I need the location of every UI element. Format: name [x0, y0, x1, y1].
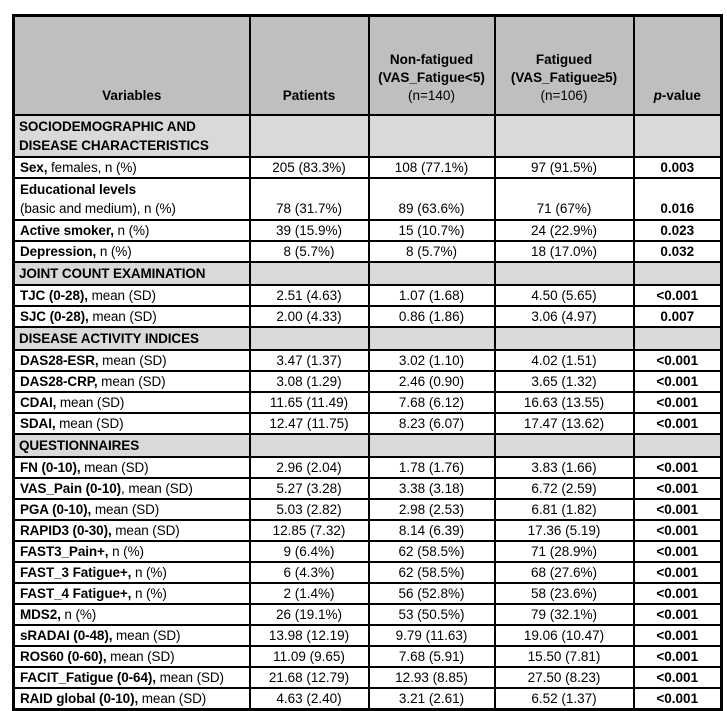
- fatigued-value: 68 (27.6%): [495, 562, 634, 583]
- section-empty-cell: [634, 262, 722, 285]
- fatigued-value: 3.65 (1.32): [495, 371, 634, 392]
- variable-label-rest: n (%): [96, 243, 132, 259]
- variable-label-bold: DAS28-CRP,: [20, 373, 98, 389]
- section-empty-cell: [495, 327, 634, 350]
- fatigued-value: 4.50 (5.65): [495, 285, 634, 306]
- variable-label-bold: PGA (0-10),: [20, 501, 92, 517]
- p-value: <0.001: [634, 392, 722, 413]
- section-empty-cell: [250, 262, 369, 285]
- nonfatigued-value: 62 (58.5%): [369, 541, 495, 562]
- patients-value: 4.63 (2.40): [250, 688, 369, 710]
- fatigued-value: 6.52 (1.37): [495, 688, 634, 710]
- nonfatigued-value: 1.78 (1.76): [369, 457, 495, 478]
- variable-label-rest: mean (SD): [112, 627, 181, 643]
- table-row: [14, 413, 722, 434]
- fatigued-value: 58 (23.6%): [495, 583, 634, 604]
- patients-value: 39 (15.9%): [250, 220, 369, 241]
- variable-label: [14, 241, 250, 262]
- variable-label: [14, 667, 250, 688]
- section-empty-cell: [634, 327, 722, 350]
- patients-value: 5.27 (3.28): [250, 478, 369, 499]
- variable-label-bold: MDS2,: [20, 606, 61, 622]
- variable-label: [14, 220, 250, 241]
- nonfatigued-value: 3.02 (1.10): [369, 350, 495, 371]
- variable-label-bold: Depression,: [20, 243, 97, 259]
- variable-label: [14, 583, 250, 604]
- fatigued-value: 97 (91.5%): [495, 157, 634, 178]
- patients-value: 11.65 (11.49): [250, 392, 369, 413]
- patients-value: 3.08 (1.29): [250, 371, 369, 392]
- table-row: [14, 499, 722, 520]
- variable-label-rest: mean (SD): [80, 459, 149, 475]
- table-row: [14, 285, 722, 306]
- table-row: [14, 457, 722, 478]
- table-row: [14, 178, 722, 220]
- section-empty-cell: [250, 115, 369, 157]
- section-row: [14, 262, 722, 285]
- variable-label: [14, 392, 250, 413]
- section-empty-cell: [634, 115, 722, 157]
- fatigued-value: 19.06 (10.47): [495, 625, 634, 646]
- p-value: 0.032: [634, 241, 722, 262]
- p-value: 0.007: [634, 306, 722, 327]
- variable-label: [14, 178, 250, 220]
- section-empty-cell: [495, 262, 634, 285]
- table-row: [14, 371, 722, 392]
- variable-label: [14, 520, 250, 541]
- variable-label-bold: FAST_4 Fatigue+,: [20, 585, 132, 601]
- patients-value: 2.00 (4.33): [250, 306, 369, 327]
- variable-label-bold: ROS60 (0-60),: [20, 648, 107, 664]
- p-value: <0.001: [634, 688, 722, 710]
- variable-label-bold: RAID global (0-10),: [20, 690, 139, 706]
- fatigued-value: 71 (67%): [495, 178, 634, 220]
- variable-label-bold: sRADAI (0-48),: [20, 627, 113, 643]
- variable-label-rest: n (%): [108, 543, 144, 559]
- variable-label-rest: mean (SD): [98, 352, 167, 368]
- nonfatigued-value: 3.21 (2.61): [369, 688, 495, 710]
- p-value: <0.001: [634, 667, 722, 688]
- patients-value: 6 (4.3%): [250, 562, 369, 583]
- table-row: [14, 688, 722, 710]
- variable-label-rest: females, n (%): [47, 159, 137, 175]
- fatigued-value: 6.81 (1.82): [495, 499, 634, 520]
- p-value: <0.001: [634, 285, 722, 306]
- p-value: <0.001: [634, 541, 722, 562]
- section-empty-cell: [369, 434, 495, 457]
- fatigued-value: 27.50 (8.23): [495, 667, 634, 688]
- table-row: [14, 625, 722, 646]
- col-header-pvalue-rest: -value: [661, 87, 701, 103]
- table-row: [14, 541, 722, 562]
- variable-label-bold: RAPID3 (0-30),: [20, 522, 112, 538]
- variable-label-bold: SDAI,: [20, 415, 56, 431]
- fatigued-value: 71 (28.9%): [495, 541, 634, 562]
- nonfatigued-value: 1.07 (1.68): [369, 285, 495, 306]
- col-header-fatigued-line2: (VAS_Fatigue≥5): [510, 69, 618, 85]
- variable-label: [14, 350, 250, 371]
- p-value: <0.001: [634, 478, 722, 499]
- table-row: [14, 562, 722, 583]
- variable-label-rest: mean (SD): [111, 522, 180, 538]
- variable-label-bold: DAS28-ESR,: [20, 352, 99, 368]
- section-empty-cell: [369, 327, 495, 350]
- variable-label-bold: TJC (0-28),: [20, 287, 88, 303]
- table-row: [14, 306, 722, 327]
- nonfatigued-value: 0.86 (1.86): [369, 306, 495, 327]
- fatigued-value: 17.36 (5.19): [495, 520, 634, 541]
- p-value: 0.016: [634, 178, 722, 220]
- col-header-variables: Variables: [14, 16, 250, 115]
- col-header-fatigued-n: (n=106): [540, 87, 588, 103]
- p-value: <0.001: [634, 457, 722, 478]
- patients-value: 26 (19.1%): [250, 604, 369, 625]
- variable-label: [14, 457, 250, 478]
- col-header-nonfatigued-n: (n=140): [408, 87, 455, 103]
- p-value: <0.001: [634, 625, 722, 646]
- variable-label-bold: FN (0-10),: [20, 459, 81, 475]
- variable-label-bold: FAST3_Pain+,: [20, 543, 109, 559]
- p-value: <0.001: [634, 604, 722, 625]
- variable-label: [14, 625, 250, 646]
- col-header-nonfatigued: [369, 16, 495, 115]
- fatigued-value: 17.47 (13.62): [495, 413, 634, 434]
- variable-label-rest: mean (SD): [56, 394, 125, 410]
- nonfatigued-value: 2.98 (2.53): [369, 499, 495, 520]
- p-value: <0.001: [634, 646, 722, 667]
- table-row: [14, 478, 722, 499]
- nonfatigued-value: 62 (58.5%): [369, 562, 495, 583]
- variable-label-bold: FAST_3 Fatigue+,: [20, 564, 132, 580]
- nonfatigued-value: 8.23 (6.07): [369, 413, 495, 434]
- fatigued-value: 3.06 (4.97): [495, 306, 634, 327]
- nonfatigued-value: 12.93 (8.85): [369, 667, 495, 688]
- fatigued-value: 16.63 (13.55): [495, 392, 634, 413]
- patients-value: 2.51 (4.63): [250, 285, 369, 306]
- variable-label-rest: mean (SD): [91, 501, 160, 517]
- variable-label-bold: CDAI,: [20, 394, 57, 410]
- patients-value: 12.85 (7.32): [250, 520, 369, 541]
- fatigued-value: 15.50 (7.81): [495, 646, 634, 667]
- section-row: [14, 434, 722, 457]
- variable-label: [14, 604, 250, 625]
- variable-label-bold: Sex,: [20, 159, 48, 175]
- col-header-pvalue-p: p: [653, 87, 662, 103]
- variable-label: [14, 157, 250, 178]
- p-value: <0.001: [634, 413, 722, 434]
- p-value: <0.001: [634, 562, 722, 583]
- nonfatigued-value: 2.46 (0.90): [369, 371, 495, 392]
- section-label: JOINT COUNT EXAMINATION: [14, 262, 250, 285]
- section-empty-cell: [250, 327, 369, 350]
- fatigued-value: 18 (17.0%): [495, 241, 634, 262]
- variable-label-bold: SJC (0-28),: [20, 308, 89, 324]
- variable-label-rest: mean (SD): [88, 308, 157, 324]
- fatigued-value: 6.72 (2.59): [495, 478, 634, 499]
- nonfatigued-value: 7.68 (6.12): [369, 392, 495, 413]
- patients-value: 205 (83.3%): [250, 157, 369, 178]
- patients-value: 78 (31.7%): [250, 178, 369, 220]
- section-label: DISEASE ACTIVITY INDICES: [14, 327, 250, 350]
- variable-label-bold: VAS_Pain (0-10): [20, 480, 122, 496]
- variable-label: [14, 688, 250, 710]
- table-row: [14, 667, 722, 688]
- patients-value: 21.68 (12.79): [250, 667, 369, 688]
- variable-label: [14, 499, 250, 520]
- nonfatigued-value: 15 (10.7%): [369, 220, 495, 241]
- fatigued-value: 79 (32.1%): [495, 604, 634, 625]
- nonfatigued-value: 9.79 (11.63): [369, 625, 495, 646]
- variable-label: [14, 541, 250, 562]
- table-body: [14, 115, 722, 710]
- header-row: [14, 16, 722, 115]
- variable-label: [14, 478, 250, 499]
- p-value: <0.001: [634, 499, 722, 520]
- col-header-fatigued: [495, 16, 634, 115]
- col-header-nonfatigued-line2: (VAS_Fatigue<5): [378, 69, 485, 85]
- patients-value: 13.98 (12.19): [250, 625, 369, 646]
- p-value: 0.003: [634, 157, 722, 178]
- col-header-fatigued-line1: Fatigued: [535, 51, 593, 67]
- nonfatigued-value: 8 (5.7%): [369, 241, 495, 262]
- patients-value: 2 (1.4%): [250, 583, 369, 604]
- statistics-table: [12, 14, 723, 711]
- variable-label-rest: , mean (SD): [121, 480, 193, 496]
- section-label: QUESTIONNAIRES: [14, 434, 250, 457]
- table-row: [14, 604, 722, 625]
- variable-label: [14, 562, 250, 583]
- table-row: [14, 392, 722, 413]
- fatigued-value: 4.02 (1.51): [495, 350, 634, 371]
- patients-value: 8 (5.7%): [250, 241, 369, 262]
- variable-label-rest: n (%): [131, 585, 167, 601]
- fatigued-value: 3.83 (1.66): [495, 457, 634, 478]
- table-row: [14, 350, 722, 371]
- col-header-patients: Patients: [250, 16, 369, 115]
- variable-label: [14, 285, 250, 306]
- col-header-pvalue: [634, 16, 722, 115]
- variable-label-bold: Educational levels: [20, 181, 136, 197]
- fatigued-value: 24 (22.9%): [495, 220, 634, 241]
- variable-label-bold: Active smoker,: [20, 222, 114, 238]
- variable-label-rest: n (%): [60, 606, 97, 622]
- section-label: SOCIODEMOGRAPHIC AND DISEASE CHARACTERISTICS: [14, 115, 250, 157]
- col-header-nonfatigued-line1: Non-fatigued: [389, 51, 474, 67]
- variable-label-bold: FACIT_Fatigue (0-64),: [20, 669, 156, 685]
- section-empty-cell: [634, 434, 722, 457]
- nonfatigued-value: 89 (63.6%): [369, 178, 495, 220]
- nonfatigued-value: 53 (50.5%): [369, 604, 495, 625]
- p-value: <0.001: [634, 350, 722, 371]
- nonfatigued-value: 8.14 (6.39): [369, 520, 495, 541]
- section-row: [14, 115, 722, 157]
- variable-label: [14, 371, 250, 392]
- table-row: [14, 520, 722, 541]
- variable-label: [14, 413, 250, 434]
- section-empty-cell: [369, 262, 495, 285]
- nonfatigued-value: 3.38 (3.18): [369, 478, 495, 499]
- variable-label-rest: n (%): [113, 222, 150, 238]
- table-row: [14, 220, 722, 241]
- nonfatigued-value: 7.68 (5.91): [369, 646, 495, 667]
- table-row: [14, 157, 722, 178]
- variable-label: [14, 646, 250, 667]
- p-value: <0.001: [634, 520, 722, 541]
- section-empty-cell: [495, 115, 634, 157]
- variable-label: [14, 306, 250, 327]
- nonfatigued-value: 108 (77.1%): [369, 157, 495, 178]
- table-row: [14, 583, 722, 604]
- variable-label-rest: mean (SD): [138, 690, 207, 706]
- variable-label-rest: mean (SD): [87, 287, 156, 303]
- section-empty-cell: [369, 115, 495, 157]
- patients-value: 9 (6.4%): [250, 541, 369, 562]
- patients-value: 3.47 (1.37): [250, 350, 369, 371]
- variable-label-rest: mean (SD): [106, 648, 175, 664]
- section-empty-cell: [250, 434, 369, 457]
- section-row: [14, 327, 722, 350]
- variable-label-rest: n (%): [131, 564, 167, 580]
- patients-value: 11.09 (9.65): [250, 646, 369, 667]
- section-empty-cell: [495, 434, 634, 457]
- table-row: [14, 241, 722, 262]
- variable-label-rest: (basic and medium), n (%): [20, 200, 176, 216]
- patients-value: 5.03 (2.82): [250, 499, 369, 520]
- variable-label-rest: mean (SD): [97, 373, 166, 389]
- table-row: [14, 646, 722, 667]
- p-value: <0.001: [634, 371, 722, 392]
- p-value: 0.023: [634, 220, 722, 241]
- variable-label-rest: mean (SD): [155, 669, 224, 685]
- patients-value: 2.96 (2.04): [250, 457, 369, 478]
- patients-value: 12.47 (11.75): [250, 413, 369, 434]
- variable-label-rest: mean (SD): [55, 415, 124, 431]
- nonfatigued-value: 56 (52.8%): [369, 583, 495, 604]
- p-value: <0.001: [634, 583, 722, 604]
